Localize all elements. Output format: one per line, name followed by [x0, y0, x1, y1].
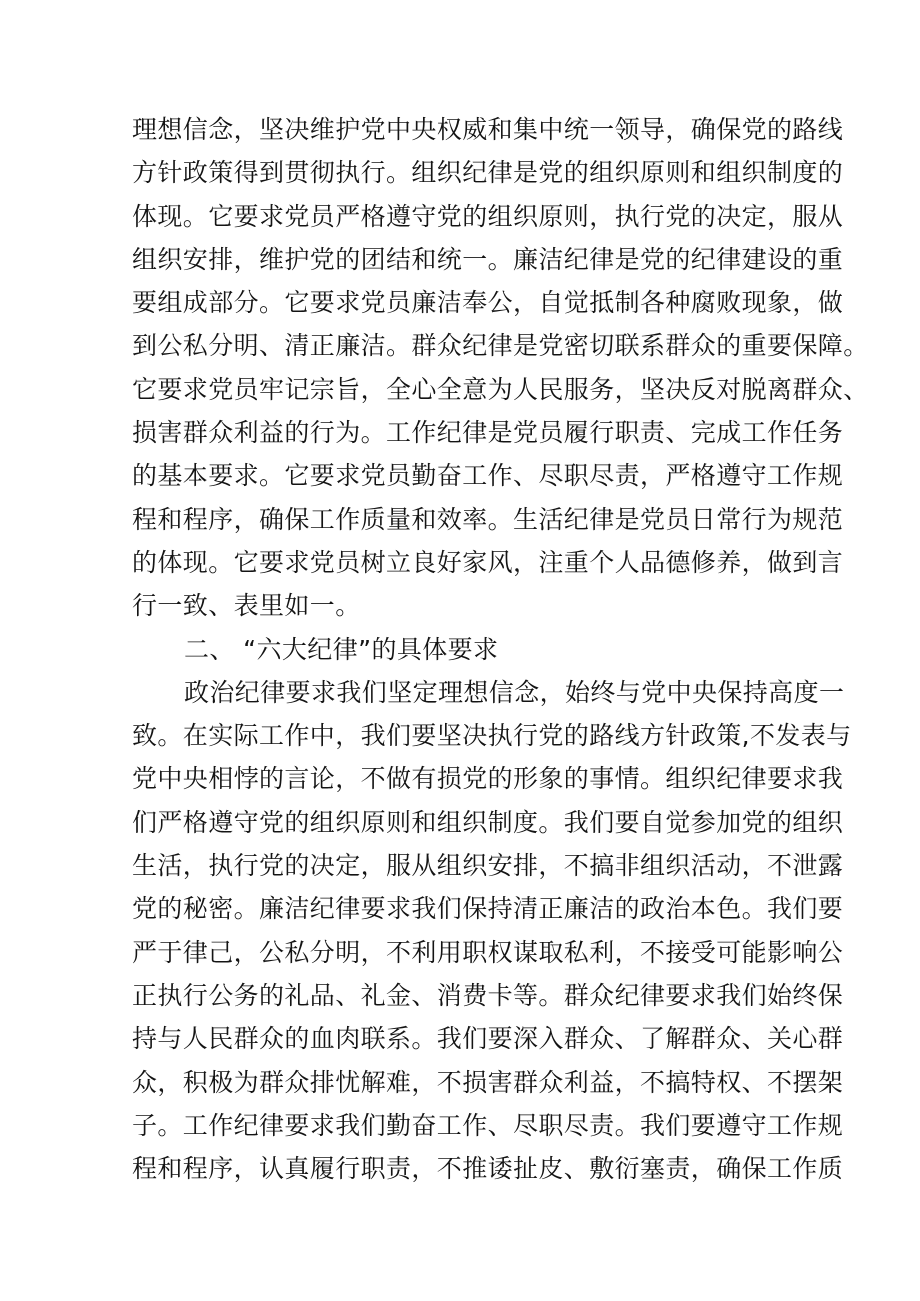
text-line-22: 持与人民群众的血肉联系。我们要深入群众、了解群众、关心群 [132, 1024, 844, 1054]
text-line-3: 体现。它要求党员严格遵守党的组织原则，执行党的决定，服从 [132, 201, 844, 231]
text-line-10: 程和程序，确保工作质量和效率。生活纪律是党员日常行为规范 [132, 504, 844, 534]
text-line-2: 方针政策得到贯彻执行。组织纪律是党的组织原则和组织制度的 [132, 158, 844, 188]
section-heading: 二、 “六大纪律”的具体要求 [184, 634, 499, 664]
text-line-9: 的基本要求。它要求党员勤奋工作、尽职尽责，严格遵守工作规 [132, 461, 844, 491]
text-line-6: 到公私分明、清正廉洁。群众纪律是党密切联系群众的重要保障。 [132, 331, 869, 361]
text-line-20: 严于律己，公私分明，不利用职权谋取私利，不接受可能影响公 [132, 937, 844, 967]
text-line-7: 它要求党员牢记宗旨，全心全意为人民服务，坚决反对脱离群众、 [132, 374, 869, 404]
text-line-4: 组织安排，维护党的团结和统一。廉洁纪律是党的纪律建设的重 [132, 244, 844, 274]
paragraph-start: 政治纪律要求我们坚定理想信念，始终与党中央保持高度一 [184, 677, 845, 707]
text-line-1: 理想信念，坚决维护党中央权威和集中统一领导，确保党的路线 [132, 115, 844, 144]
text-line-12: 行一致、表里如一。 [132, 591, 361, 621]
text-line-16: 党中央相悖的言论，不做有损党的形象的事情。组织纪律要求我 [132, 764, 844, 794]
text-line-23: 众，积极为群众排忧解难，不损害群众利益，不搞特权、不摆架 [132, 1067, 844, 1097]
text-line-5: 要组成部分。它要求党员廉洁奉公，自觉抵制各种腐败现象，做 [132, 288, 844, 318]
text-line-18: 生活，执行党的决定，服从组织安排，不搞非组织活动，不泄露 [132, 851, 844, 881]
text-line-19: 党的秘密。廉洁纪律要求我们保持清正廉洁的政治本色。我们要 [132, 894, 844, 924]
text-line-21: 正执行公务的礼品、礼金、消费卡等。群众纪律要求我们始终保 [132, 980, 844, 1010]
text-line-25: 程和程序，认真履行职责，不推诿扯皮、敷衍塞责，确保工作质 [132, 1154, 844, 1184]
body-text [132, 108, 869, 1190]
text-line-11: 的体现。它要求党员树立良好家风，注重个人品德修养，做到言 [132, 547, 844, 577]
text-line-8: 损害群众利益的行为。工作纪律是党员履行职责、完成工作任务 [132, 418, 844, 448]
text-line-17: 们严格遵守党的组织原则和组织制度。我们要自觉参加党的组织 [132, 807, 844, 837]
text-line-15: 致。在实际工作中，我们要坚决执行党的路线方针政策,不发表与 [132, 721, 852, 751]
text-line-24: 子。工作纪律要求我们勤奋工作、尽职尽责。我们要遵守工作规 [132, 1110, 844, 1140]
